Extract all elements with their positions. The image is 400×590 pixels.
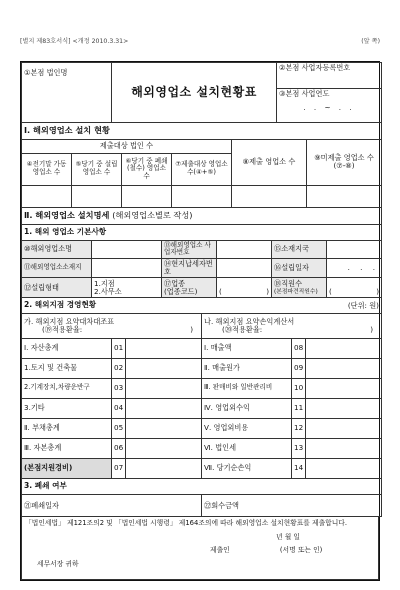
section1-title: Ⅰ. 해외영업소 설치 현황: [22, 123, 382, 139]
section1-table: [21, 123, 382, 208]
bs-code: 05: [112, 418, 126, 438]
bs-value[interactable]: [126, 418, 202, 438]
is-value[interactable]: [306, 398, 382, 418]
is-code: 11: [292, 398, 306, 418]
is-value[interactable]: [306, 438, 382, 458]
unsubmitted-count-header: ⑨미제출 영업소 수 (⑦-⑧): [307, 139, 382, 185]
is-item: Ⅴ. 영업외비용: [202, 418, 292, 438]
bs-value[interactable]: [126, 358, 202, 378]
is-item: Ⅳ. 영업외수익: [202, 398, 292, 418]
is-value[interactable]: [306, 418, 382, 438]
target-count-label: 제출대상 법인 수: [22, 139, 232, 153]
bs-code: 02: [112, 358, 126, 378]
is-code: 09: [292, 358, 306, 378]
country-label: ⑮소재지국: [272, 240, 327, 258]
bs-item: 2.기계장치,차량운반구: [22, 378, 112, 398]
branch-address-field[interactable]: [92, 258, 162, 278]
top-table: [21, 62, 382, 123]
bs-item: Ⅱ. 부채총계: [22, 418, 112, 438]
bs-item: 1.토지 및 건축물: [22, 358, 112, 378]
unit-label: (단위: 원): [272, 298, 382, 314]
bs-item: Ⅰ. 자산총계: [22, 338, 112, 358]
is-value[interactable]: [306, 338, 382, 358]
bs-code: 01: [112, 338, 126, 358]
form-header: [20, 38, 380, 48]
branch-name-label: ⑩해외영업소명: [22, 240, 92, 258]
staff-label: ⑱직원수 (본점파견직원수): [272, 278, 327, 298]
bs-header: 가. 해외지점 요약대차대조표 (⑲적용환율: ): [22, 314, 202, 338]
bs-value[interactable]: [126, 338, 202, 358]
submitted-count-header: ⑧제출 영업소 수: [232, 139, 307, 185]
closed-value[interactable]: [122, 185, 172, 207]
financial-table: [21, 314, 382, 479]
bs-code: 06: [112, 438, 126, 458]
bs-value[interactable]: [126, 398, 202, 418]
footer-cell: [22, 517, 379, 579]
is-code: 14: [292, 458, 306, 478]
industry-label: ⑰업종 (업종코드): [162, 278, 217, 298]
submitted-value[interactable]: [232, 185, 307, 207]
biz-year-value: . . ~ . .: [303, 103, 355, 113]
new-established-header: ⑤당기 중 설립 영업소 수: [72, 153, 122, 185]
established-date-field[interactable]: . . .: [327, 258, 382, 278]
prev-active-value[interactable]: [22, 185, 72, 207]
staff-field[interactable]: ( ): [327, 278, 382, 298]
bs-code: 07: [112, 458, 126, 478]
form-option-branch[interactable]: 1.지점: [94, 278, 115, 288]
submission-date[interactable]: 년 월 일: [275, 532, 300, 541]
form-title: 해외영업소 설치현황표: [112, 63, 277, 123]
biz-no-cell[interactable]: ②본점 사업자등록번호: [277, 63, 382, 89]
footer-table: [21, 517, 379, 580]
prev-active-header: ④전기말 가동 영업소 수: [22, 153, 72, 185]
bs-value[interactable]: [126, 458, 202, 478]
bs-value[interactable]: [126, 438, 202, 458]
new-established-value[interactable]: [72, 185, 122, 207]
branch-bizno-label: ⑬해외영업소 사업자번호: [162, 240, 217, 258]
is-item: Ⅰ. 매출액: [202, 338, 292, 358]
branch-name-field[interactable]: [92, 240, 162, 258]
target-header: ⑦제출대상 영업소 수(④+⑤): [172, 153, 232, 185]
is-header: 나. 해외지점 요약손익계산서 (⑳적용환율: ): [202, 314, 382, 338]
closure-table: [21, 479, 382, 518]
bs-item: (본점지원경비): [22, 458, 112, 478]
target-value[interactable]: [172, 185, 232, 207]
is-value[interactable]: [306, 458, 382, 478]
bs-item: Ⅲ. 자본총계: [22, 438, 112, 458]
recovered-amount-field[interactable]: ㉒회수금액: [202, 495, 382, 517]
branch-bizno-field[interactable]: [217, 240, 272, 258]
is-code: 13: [292, 438, 306, 458]
is-code: 10: [292, 378, 306, 398]
bs-value[interactable]: [126, 378, 202, 398]
industry-field[interactable]: ( ): [217, 278, 272, 298]
establish-form-label: ⑫설립형태: [22, 278, 92, 298]
biz-year-cell[interactable]: ③본점 사업연도 . . ~ . .: [277, 89, 382, 123]
is-rate[interactable]: (⑳적용환율: ): [222, 324, 374, 334]
is-item: Ⅶ. 당기순손익: [202, 458, 292, 478]
local-taxid-label: ⑭현지납세자번호: [162, 258, 217, 278]
establish-form-options[interactable]: [92, 278, 162, 298]
submission-statement: 「법인세법」 제121조의2 및 「법인세법 시행령」 제164조의에 따라 해외영업소 설치현황표를 제출합니다.: [25, 519, 347, 528]
form-body: [20, 61, 380, 581]
branch-address-label: ⑪해외영업소소재지: [22, 258, 92, 278]
established-date-label: ⑯설립일자: [272, 258, 327, 278]
country-field[interactable]: [327, 240, 382, 258]
is-value[interactable]: [306, 358, 382, 378]
is-code: 12: [292, 418, 306, 438]
section2-basic-table: [21, 208, 382, 315]
form-option-office[interactable]: 2.사무소: [94, 286, 122, 296]
section2-title: Ⅱ. 해외영업소 설치명세 (해외영업소별로 작성): [22, 208, 382, 225]
corp-name-cell[interactable]: ①본점 법인명: [22, 63, 112, 123]
closure-title: 3. 폐쇄 여부: [22, 479, 382, 495]
management-title: 2. 해외지점 경영현황: [22, 298, 272, 314]
is-code: 08: [292, 338, 306, 358]
page-side: (앞 쪽): [361, 38, 380, 45]
submitter-line[interactable]: 제출인 (서명 또는 인): [210, 545, 323, 554]
closed-date-field[interactable]: ㉑폐쇄일자: [22, 495, 202, 517]
basic-info-title: 1. 해외 영업소 기본사항: [22, 225, 382, 241]
bs-rate[interactable]: (⑲적용환율: ): [42, 324, 194, 334]
is-value[interactable]: [306, 378, 382, 398]
bs-code: 03: [112, 378, 126, 398]
local-taxid-field[interactable]: [217, 258, 272, 278]
recipient: 세무서장 귀하: [37, 559, 79, 568]
bs-item: 3.기타: [22, 398, 112, 418]
form-number: [별지 제83호서식] <개정 2010.3.31>: [20, 38, 129, 45]
bs-code: 04: [112, 398, 126, 418]
is-item: Ⅲ. 판매비와 일반관리비: [202, 378, 292, 398]
is-item: Ⅵ. 법인세: [202, 438, 292, 458]
is-item: Ⅱ. 매출원가: [202, 358, 292, 378]
closed-header: ⑥당기 중 폐쇄(철수) 영업소 수: [122, 153, 172, 185]
unsubmitted-value[interactable]: [307, 185, 382, 207]
